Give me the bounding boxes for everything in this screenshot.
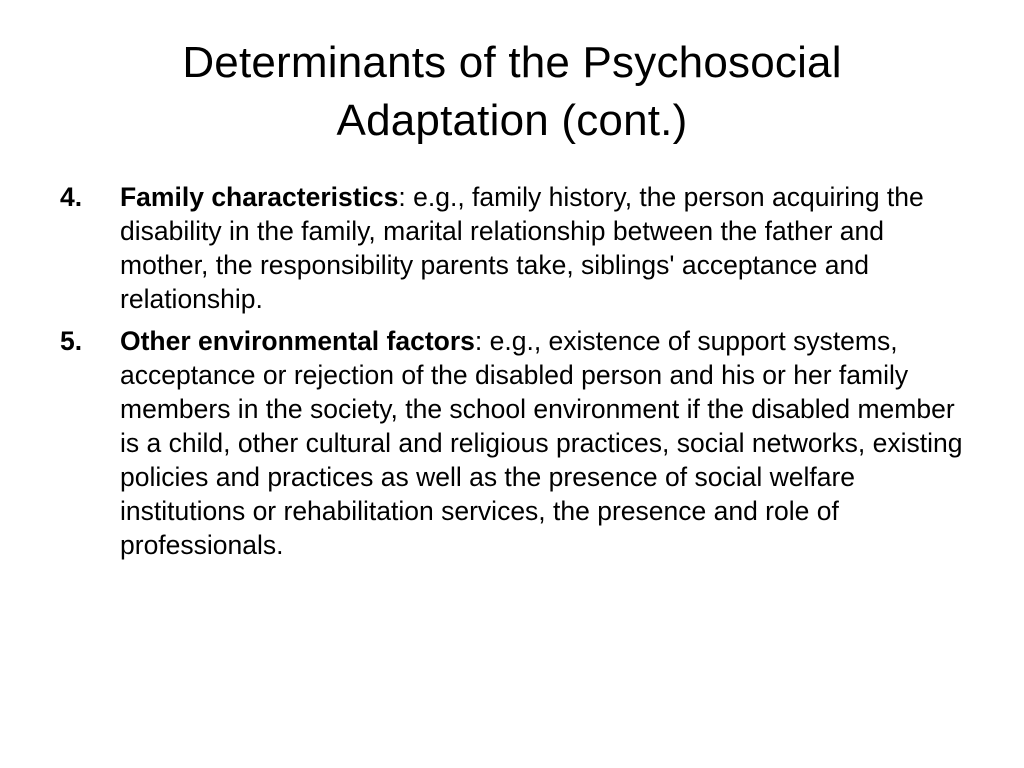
- list-item-family-characteristics: [60, 180, 970, 316]
- item-number: 5.: [60, 326, 83, 356]
- item-text: : e.g., existence of support systems, acceptance or rejection of the disabled person and his or her family members in the society, the school environment if the disabled member is a child, other cultural and religious practices, social networks, existing policies and practices as well as the presence of social welfare institutions or rehabilitation services, the presence and role of professionals.: [120, 326, 963, 560]
- item-text: : e.g., family history, the person acquiring the disability in the family, marital relationship between the father and mother, the responsibility parents take, siblings' acceptance and relationship.: [120, 182, 924, 314]
- item-term: Other environmental factors: [120, 326, 475, 356]
- slide-title: [60, 34, 964, 150]
- bullet-list: [60, 180, 970, 570]
- item-term: Family characteristics: [120, 182, 399, 212]
- list-item-other-environmental-factors: [60, 324, 970, 562]
- item-number: 4.: [60, 182, 83, 212]
- title-line-1: Determinants of the Psychosocial: [182, 38, 842, 87]
- title-line-2: Adaptation (cont.): [336, 96, 688, 145]
